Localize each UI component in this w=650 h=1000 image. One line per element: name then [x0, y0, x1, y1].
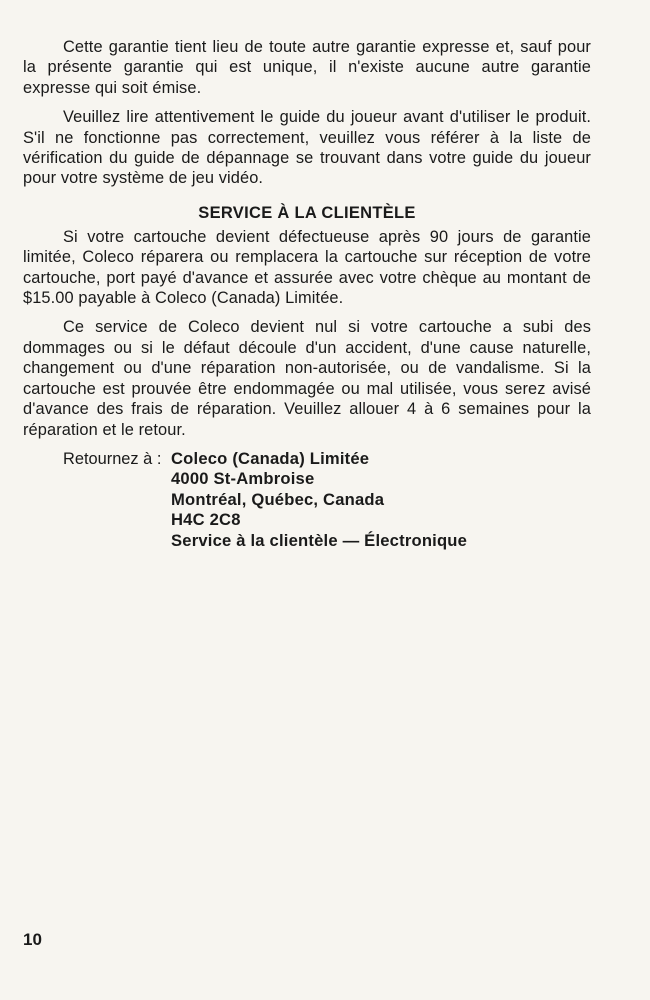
address-line-city: Montréal, Québec, Canada: [171, 489, 385, 509]
document-page: [23, 37, 591, 551]
return-address-lines: [171, 449, 467, 551]
paragraph-service-void: Ce service de Coleco devient nul si votre cartouche a subi des dommages ou si le défaut découle d'un accident, d'une cause naturelle, changement ou d'une réparation non-autorisée, ou de vandalisme. Si la cartouche est prouvée être endommagée ou mal utilisée, vous serez avisé d'avance des frais de réparation. Veuillez allouer 4 à 6 semaines pour la réparation et le retour.: [23, 318, 591, 439]
paragraph-read-guide: Veuillez lire attentivement le guide du joueur avant d'utiliser le produit. S'il ne fonctionne pas correctement, veuillez vous référer à la liste de vérification du guide de dépannage se trouvant dans votre guide du joueur pour votre système de jeu vidéo.: [23, 108, 591, 188]
address-line-postal-code: H4C 2C8: [171, 510, 241, 530]
address-line-street: 4000 St-Ambroise: [171, 469, 315, 489]
page-number: 10: [23, 930, 42, 949]
paragraph-warranty-exclusive: Cette garantie tient lieu de toute autre garantie expresse et, sauf pour la présente garantie qui est unique, il n'existe aucune autre garantie expresse qui soit émise.: [23, 38, 591, 97]
address-line-department: Service à la clientèle — Électronique: [171, 530, 468, 550]
return-address: [23, 449, 591, 551]
paragraph-repair-service: Si votre cartouche devient défectueuse après 90 jours de garantie limitée, Coleco réparera ou remplacera la cartouche sur réception de votre cartouche, port payé d'avance et assurée avec votre chèque au montant de $15.00 payable à Coleco (Canada) Limitée.: [23, 227, 591, 308]
section-heading: SERVICE À LA CLIENTÈLE: [198, 203, 416, 222]
address-line-company: Coleco (Canada) Limitée: [171, 448, 370, 468]
return-address-label: Retournez à :: [63, 449, 162, 468]
